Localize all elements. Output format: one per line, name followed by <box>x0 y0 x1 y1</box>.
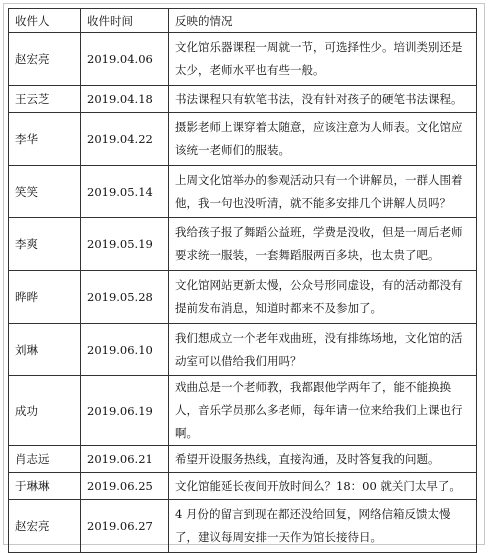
row-date: 2019.04.22 <box>81 113 169 166</box>
table-row <box>9 218 477 271</box>
row-recipient: 李华 <box>9 113 81 166</box>
row-content: 上周文化馆举办的参观活动只有一个讲解员，一群人围着他，我一句也没听清，就不能多安排几个讲解人员吗？ <box>169 166 477 218</box>
row-recipient: 笑笑 <box>9 166 81 218</box>
row-date: 2019.06.19 <box>81 376 169 446</box>
table-row <box>9 446 477 473</box>
row-content: 我们想成立一个老年戏曲班，没有排练场地，文化馆的活动室可以借给我们用吗？ <box>169 324 477 376</box>
header-date: 收件时间 <box>81 9 169 33</box>
row-content: 希望开设服务热线，直接沟通，及时答复我的问题。 <box>169 446 477 473</box>
table-row <box>9 376 477 446</box>
table-header-row <box>9 9 477 33</box>
table-row <box>9 500 477 553</box>
row-recipient: 晔晔 <box>9 271 81 324</box>
row-content: 文化馆能延长夜间开放时间么？18：00 就关门太早了。 <box>169 473 477 500</box>
row-date: 2019.06.27 <box>81 500 169 553</box>
row-recipient: 肖志远 <box>9 446 81 473</box>
header-recipient: 收件人 <box>9 9 81 33</box>
table-row <box>9 113 477 166</box>
row-date: 2019.05.19 <box>81 218 169 271</box>
table-row <box>9 86 477 113</box>
row-date: 2019.06.10 <box>81 324 169 376</box>
row-recipient: 王云芝 <box>9 86 81 113</box>
row-recipient: 于琳琳 <box>9 473 81 500</box>
row-content: 文化馆乐器课程一周就一节，可选择性少。培训类别还是太少，老师水平也有些一般。 <box>169 33 477 86</box>
row-content: 戏曲总是一个老师教，我都跟他学两年了，能不能换换人，音乐学员那么多老师，每年请一位来给我们上课也行啊。 <box>169 376 477 446</box>
table-row <box>9 271 477 324</box>
row-content: 4 月份的留言到现在都还没给回复，网络信箱反馈太慢了，建议每周安排一天作为馆长接待日。 <box>169 500 477 553</box>
row-recipient: 赵宏亮 <box>9 33 81 86</box>
row-date: 2019.04.06 <box>81 33 169 86</box>
row-content: 摄影老师上课穿着太随意，应该注意为人师表。文化馆应该统一老师们的服装。 <box>169 113 477 166</box>
table-row <box>9 473 477 500</box>
row-content: 我给孩子报了舞蹈公益班，学费是没收，但是一周后老师要求统一服装，一套舞蹈服两百多块，也太贵了吧。 <box>169 218 477 271</box>
row-date: 2019.05.28 <box>81 271 169 324</box>
feedback-table <box>8 8 477 553</box>
header-content: 反映的情况 <box>169 9 477 33</box>
table-row <box>9 33 477 86</box>
row-content: 文化馆网站更新太慢，公众号形同虚设，有的活动都没有提前发布消息，知道时都来不及参加了。 <box>169 271 477 324</box>
table-row <box>9 166 477 218</box>
row-recipient: 成功 <box>9 376 81 446</box>
table-row <box>9 324 477 376</box>
row-content: 书法课程只有软笔书法，没有针对孩子的硬笔书法课程。 <box>169 86 477 113</box>
row-date: 2019.06.21 <box>81 446 169 473</box>
row-recipient: 刘琳 <box>9 324 81 376</box>
row-date: 2019.04.18 <box>81 86 169 113</box>
row-date: 2019.06.25 <box>81 473 169 500</box>
row-recipient: 赵宏亮 <box>9 500 81 553</box>
row-recipient: 李爽 <box>9 218 81 271</box>
row-date: 2019.05.14 <box>81 166 169 218</box>
